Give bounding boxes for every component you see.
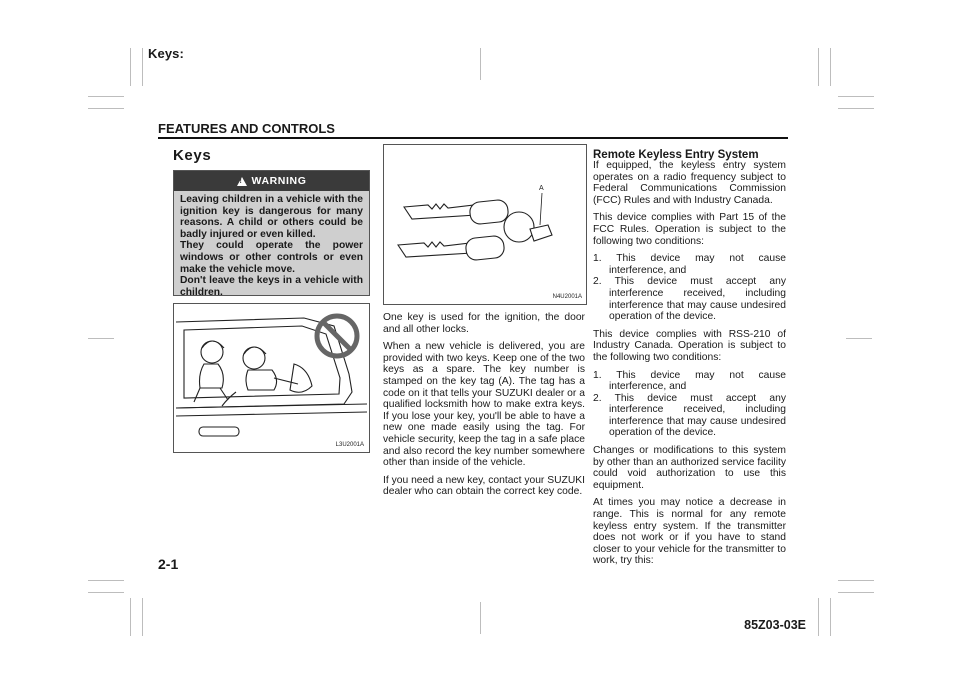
paragraph: At times you may notice a decrease in range. This is normal for any remote keyless entry system. If the transmitter does not work or if you have to stand closer to your vehicle for the transmitter to work, try this:: [593, 497, 786, 567]
figure-code: L3U2001A: [335, 442, 364, 448]
keys-illustration: [383, 144, 587, 305]
paragraph: If equipped, the keyless entry system operates on a radio frequency subject to Federal Communications Commission (FCC) Rules and with Industry Canada.: [593, 160, 786, 206]
vehicle-window-drawing: [174, 304, 369, 452]
warning-header: [174, 171, 369, 191]
page-number: 2-1: [158, 556, 179, 572]
callout-label: A: [539, 185, 544, 192]
keys-drawing: [384, 145, 586, 304]
list-item: 2. This device must accept any interference received, including interference that may cause undesired operation of the device.: [593, 276, 786, 323]
paragraph: If you need a new key, contact your SUZUKI dealer who can obtain the correct key code.: [383, 474, 585, 498]
warning-line: Don't leave the keys in a vehicle with children.: [180, 275, 363, 298]
warning-line: They could operate the power windows or other controls or even make the vehicle move.: [180, 240, 363, 275]
section-title: FEATURES AND CONTROLS: [158, 121, 335, 136]
child-in-vehicle-illustration: [173, 303, 370, 453]
paragraph: One key is used for the ignition, the door and all other locks.: [383, 312, 585, 335]
warning-box: [173, 170, 370, 296]
remote-keyless-text: [593, 160, 786, 573]
list-item: 1. This device may not cause interference, and: [593, 253, 786, 276]
paragraph: Changes or modifications to this system by other than an authorized service facility could void authorization to use this equipment.: [593, 445, 786, 491]
list-item: 1. This device may not cause interference, and: [593, 369, 786, 393]
warning-triangle-icon: [237, 177, 247, 186]
header-rule: [158, 137, 788, 139]
paragraph: This device complies with RSS-210 of Industry Canada. Operation is subject to the following two conditions:: [593, 328, 786, 363]
page-header-title: Keys:: [148, 46, 184, 61]
paragraph: This device complies with Part 15 of the FCC Rules. Operation is subject to the following two conditions:: [593, 212, 786, 247]
document-code: 85Z03-03E: [744, 618, 806, 632]
warning-line: Leaving children in a vehicle with the ignition key is dangerous for many reasons. A child or others could be badly injured or even killed.: [180, 194, 363, 240]
warning-label: WARNING: [251, 175, 307, 187]
figure-code: N4U2001A: [552, 294, 582, 300]
list-item: 2. This device must accept any interference received, including interference that may cause undesired operation of the device.: [593, 392, 786, 439]
paragraph: When a new vehicle is delivered, you are provided with two keys. Keep one of the two keys as a spare. The key number is stamped on the key tag (A). The tag has a code on it that tells your SUZUKI dealer or a qualified locksmith how to make extra keys. If you lose your key, you'll be able to have a new one made easily using the tag. For vehicle security, keep the tag in a safe place and also record the key number somewhere other than inside of the vehicle.: [383, 341, 585, 469]
keys-description: [383, 312, 585, 504]
warning-text: [174, 191, 369, 301]
remote-keyless-heading: Remote Keyless Entry System: [593, 149, 759, 161]
page-heading: Keys: [173, 147, 212, 164]
